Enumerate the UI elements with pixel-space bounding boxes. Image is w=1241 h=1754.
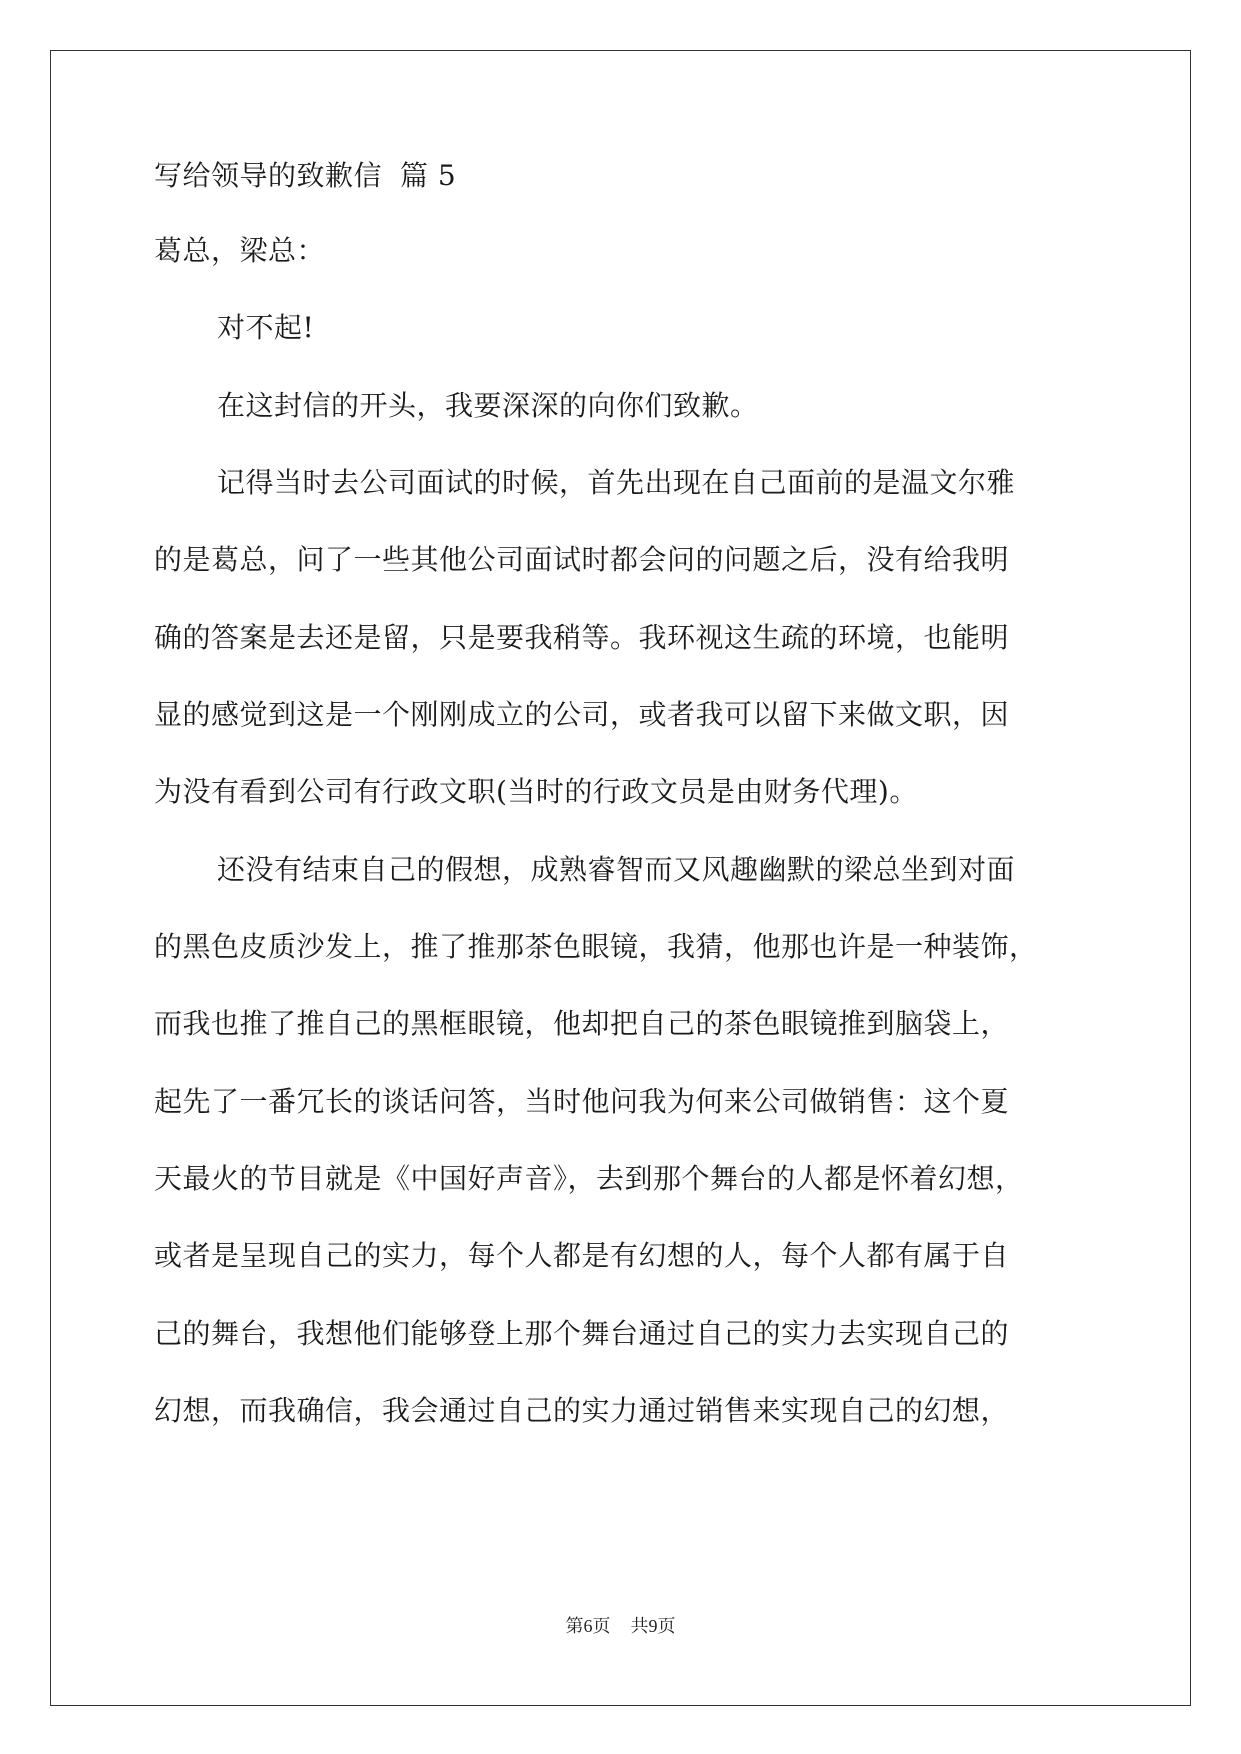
document-title-line [154,156,456,196]
section-label: 篇 5 [400,159,457,192]
paragraph-line: 的是葛总，问了一些其他公司面试时都会问的问题之后，没有给我明 [154,543,1010,576]
paragraph-line: 还没有结束自己的假想，成熟睿智而又风趣幽默的梁总坐到对面 [217,853,1016,886]
paragraph-line: 为没有看到公司有行政文职(当时的行政文员是由财务代理)。 [154,775,918,808]
paragraph-line: 的黑色皮质沙发上，推了推那茶色眼镜，我猜，他那也许是一种装饰， [154,930,1038,963]
paragraph-line: 对不起! [217,311,315,344]
paragraph-line: 己的舞台，我想他们能够登上那个舞台通过自己的实力去实现自己的 [154,1317,1010,1350]
paragraph-line: 而我也推了推自己的黑框眼镜，他却把自己的茶色眼镜推到脑袋上， [154,1007,1010,1040]
paragraph-line: 天最火的节目就是《中国好声音》，去到那个舞台的人都是怀着幻想， [154,1162,1024,1195]
paragraph-line: 起先了一番冗长的谈话问答，当时他问我为何来公司做销售：这个夏 [154,1085,1010,1118]
salutation: 葛总，梁总： [154,234,326,267]
paragraph-line: 在这封信的开头，我要深深的向你们致歉。 [217,389,759,422]
paragraph-line: 或者是呈现自己的实力，每个人都是有幻想的人，每个人都有属于自 [154,1239,1010,1272]
paragraph-line: 显的感觉到这是一个刚刚成立的公司，或者我可以留下来做文职，因 [154,698,1010,731]
document-title: 写给领导的致歉信 [154,159,383,192]
total-pages-label: 共9页 [630,1616,676,1636]
paragraph-line: 确的答案是去还是留，只是要我稍等。我环视这生疏的环境，也能明 [154,621,1010,654]
paragraph-line: 幻想，而我确信，我会通过自己的实力通过销售来实现自己的幻想， [154,1394,1010,1427]
current-page-label: 第6页 [565,1616,611,1636]
paragraph-line: 记得当时去公司面试的时候，首先出现在自己面前的是温文尔雅 [217,466,1016,499]
page-footer [0,1614,1241,1638]
